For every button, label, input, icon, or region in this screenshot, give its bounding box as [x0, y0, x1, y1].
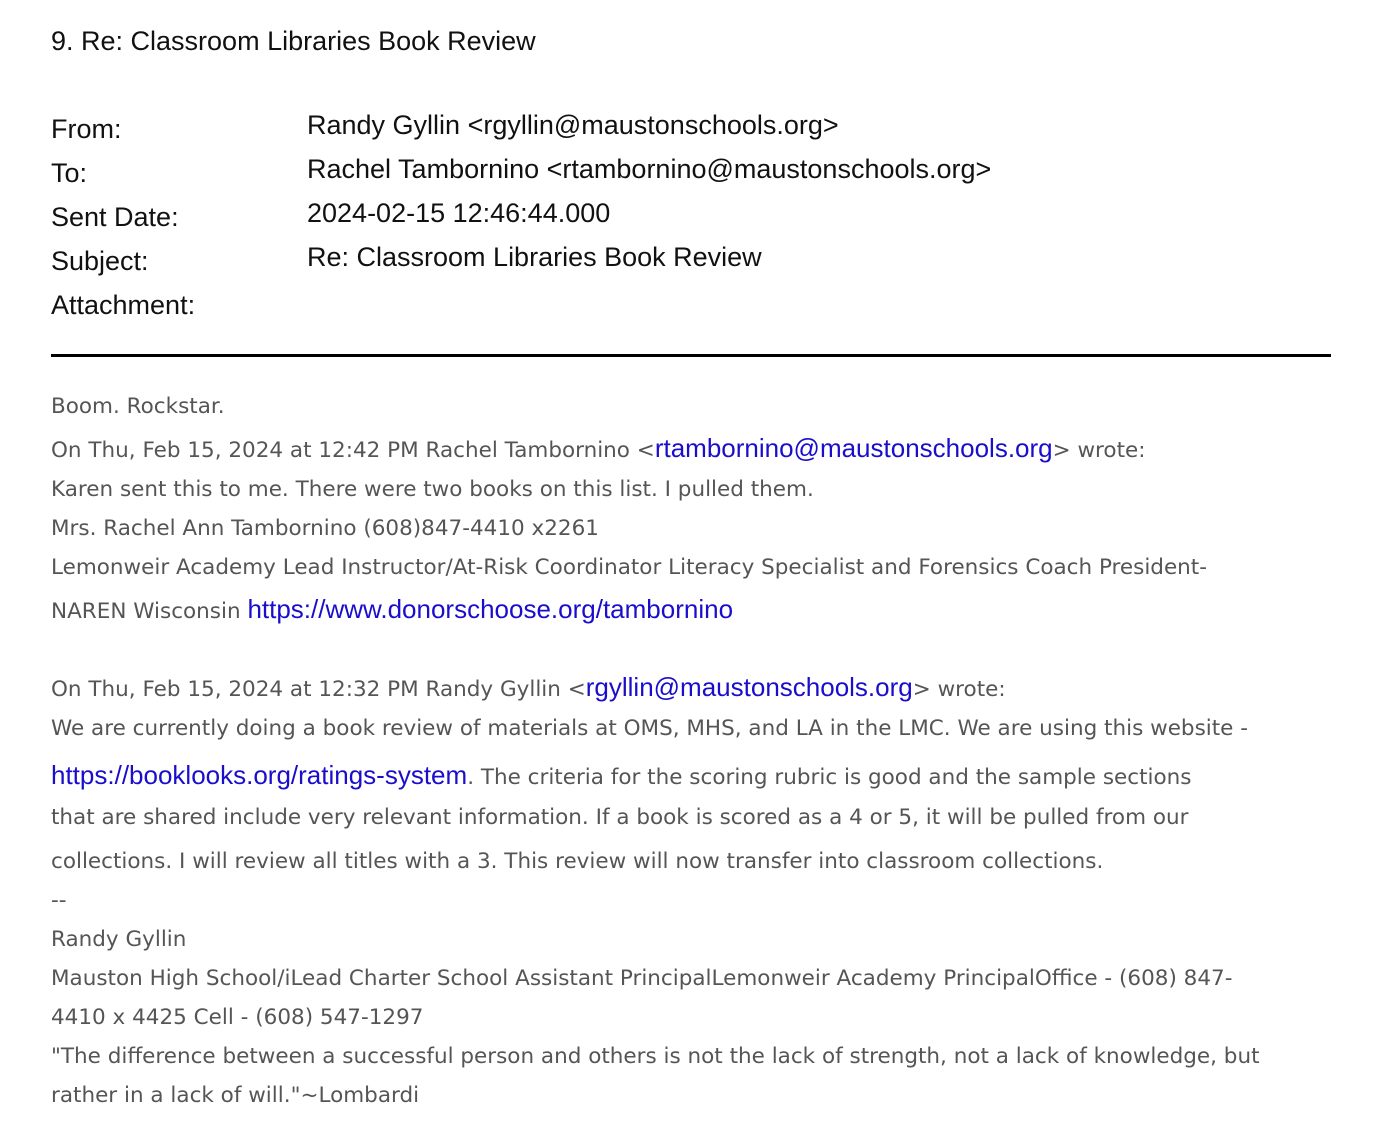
randy-message-line: that are shared include very relevant information. If a book is scored as a 4 or 5, it will be pulled from our — [51, 805, 1189, 830]
attachment-label: Attachment: — [51, 290, 196, 320]
from-label: From: — [51, 114, 122, 144]
rachel-signature-line: Mrs. Rachel Ann Tambornino (608)847-4410 x2261 — [51, 516, 599, 541]
to-value: Rachel Tambornino <rtambornino@maustonschools.org> — [307, 154, 992, 184]
quote-header-randy-prefix: On Thu, Feb 15, 2024 at 12:32 PM Randy Gyllin < — [51, 677, 586, 702]
quote-header-rachel-suffix: > wrote: — [1052, 438, 1146, 463]
randy-message-line: We are currently doing a book review of materials at OMS, MHS, and LA in the LMC. We are using this website - — [51, 716, 1248, 741]
randy-signature-line: 4410 x 4425 Cell - (608) 547-1297 — [51, 1005, 424, 1030]
randy-signature-line: Mauston High School/iLead Charter School Assistant PrincipalLemonweir Academy PrincipalOffice - (608) 847- — [51, 966, 1233, 991]
quote-header-rachel — [51, 433, 1145, 464]
randy-message-line: collections. I will review all titles with a 3. This review will now transfer into classroom collections. — [51, 849, 1104, 874]
reply-text: Boom. Rockstar. — [51, 394, 225, 419]
randy-signature-name: Randy Gyllin — [51, 927, 187, 952]
sent-date-value: 2024-02-15 12:46:44.000 — [307, 198, 611, 228]
randy-email-link[interactable]: rgyllin@maustonschools.org — [585, 672, 913, 702]
donorschoose-link[interactable]: https://www.donorschoose.org/tambornino — [247, 594, 734, 624]
from-value: Randy Gyllin <rgyllin@maustonschools.org> — [307, 110, 839, 140]
quote-header-rachel-prefix: On Thu, Feb 15, 2024 at 12:42 PM Rachel Tambornino < — [51, 438, 655, 463]
header-divider — [51, 354, 1331, 357]
email-title: 9. Re: Classroom Libraries Book Review — [51, 26, 536, 56]
rachel-signature-line: Lemonweir Academy Lead Instructor/At-Risk Coordinator Literacy Specialist and Forensics Coach President- — [51, 555, 1207, 580]
subject-value: Re: Classroom Libraries Book Review — [307, 242, 762, 272]
booklooks-link[interactable]: https://booklooks.org/ratings-system — [51, 760, 468, 790]
randy-message-line — [51, 760, 1191, 791]
signature-separator: -- — [51, 888, 67, 913]
rachel-message: Karen sent this to me. There were two books on this list. I pulled them. — [51, 477, 814, 502]
quote-header-randy-suffix: > wrote: — [912, 677, 1006, 702]
quote-header-randy — [51, 672, 1006, 703]
randy-message-text: . The criteria for the scoring rubric is good and the sample sections — [467, 765, 1192, 790]
rachel-signature-org: NAREN Wisconsin — [51, 599, 248, 624]
rachel-signature-line — [51, 594, 733, 625]
rachel-email-link[interactable]: rtambornino@maustonschools.org — [654, 433, 1053, 463]
sent-date-label: Sent Date: — [51, 202, 179, 232]
subject-label: Subject: — [51, 246, 149, 276]
randy-signature-quote: "The difference between a successful person and others is not the lack of strength, not a lack of knowledge, but — [51, 1044, 1260, 1069]
randy-signature-quote: rather in a lack of will."~Lombardi — [51, 1083, 420, 1108]
to-label: To: — [51, 158, 88, 188]
